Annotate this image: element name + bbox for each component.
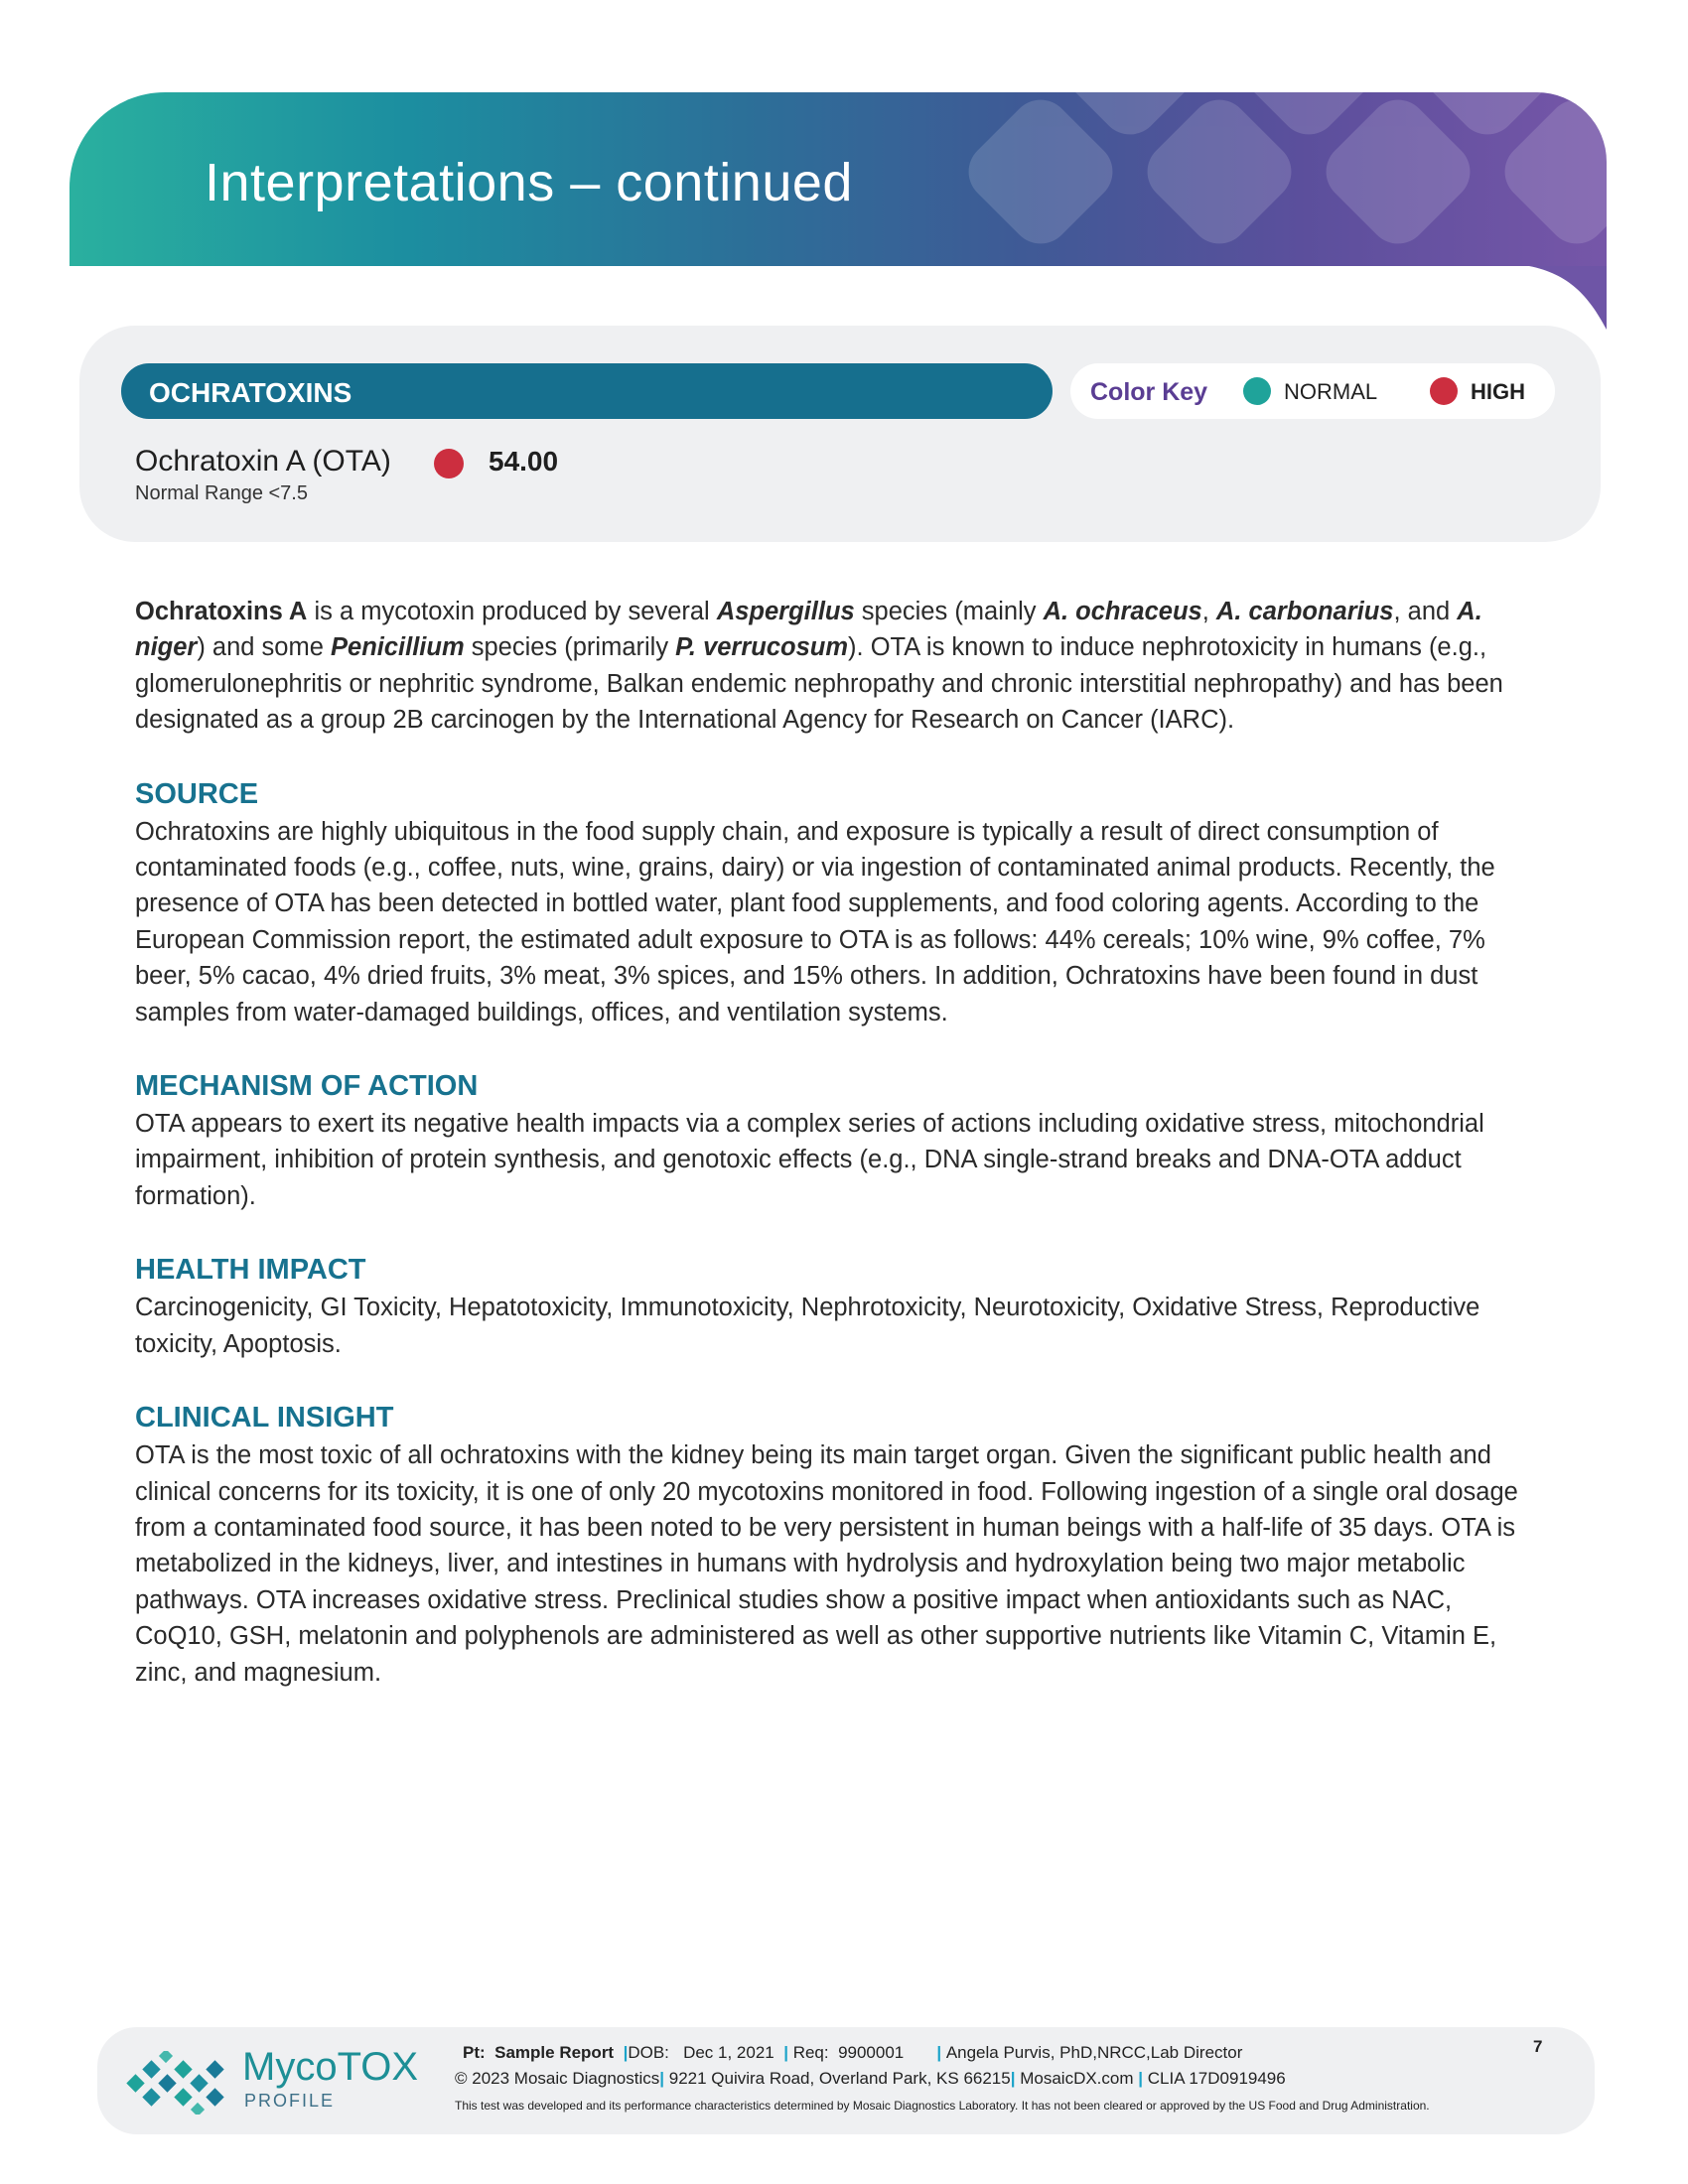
toxin-group-label: OCHRATOXINS [149,377,352,408]
pt-label: Pt: [463,2043,486,2062]
banner-tail-decoration [1529,266,1607,330]
intro-text: ) and some [197,633,331,662]
intro-text: ). OTA is known to induce nephrotoxicity in humans (e.g., glomerulonephritis or nephritic syndrome, Balkan endemic nephropathy and chronic interstitial nephropathy) and has been designated as a group 2B carcinogen by the International Agency for Research on Cancer (IARC). [135,633,1503,735]
intro-species: A. carbonarius [1215,598,1394,625]
clinical-insight-heading: CLINICAL INSIGHT [135,1402,394,1434]
intro-genus: Penicillium [331,633,465,662]
high-key-label: HIGH [1471,379,1525,404]
intro-species: A. niger [135,598,1482,662]
clia-number: CLIA 17D0919496 [1147,2069,1286,2088]
health-impact-heading: HEALTH IMPACT [135,1254,366,1287]
color-key-title: Color Key [1090,378,1208,406]
page-title: Interpretations – continued [205,153,853,212]
source-heading: SOURCE [135,777,259,810]
intro-text: is a mycotoxin produced by several [307,598,717,625]
normal-range: Normal Range <7.5 [135,482,308,504]
footer-address-line: © 2023 Mosaic Diagnostics| 9221 Quivira Road, Overland Park, KS 66215| MosaicDX.com | CLIA 17D0919496 [455,2069,1286,2088]
intro-species: A. ochraceus [1043,598,1202,625]
req-value: 9900001 [838,2043,905,2062]
result-name: Ochratoxin A (OTA) [135,445,391,478]
intro-text: species (mainly [854,598,1044,625]
address: 9221 Quivira Road, Overland Park, KS 66215 [668,2069,1011,2088]
intro-text: , [1201,598,1216,625]
header-banner [70,92,1607,266]
fda-disclaimer: This test was developed and its performance characteristics determined by Mosaic Diagnostics Laboratory. It has not been cleared or approved by the US Food and Drug Administration. [455,2099,1430,2113]
result-summary-card [79,326,1601,542]
clinical-insight-paragraph: OTA is the most toxic of all ochratoxins with the kidney being its main target organ. Given the significant public health and clinical concerns for its toxicity, it is one of only 20 mycotoxins monitored in food. Following ingestion of a single oral dosage from a contaminated food source, it has been noted to be very persistent in human beings with a half-life of 35 days. OTA is metabolized in the kidneys, liver, and intestines in humans with hydrolysis and hydroxylation being two major metabolic pathways. OTA increases oxidative stress. Preclinical studies show a positive impact when antioxidants such as NAC, CoQ10, GSH, melatonin and polyphenols are administered as well as other supportive nutrients like Vitamin C, Vitamin E, zinc, and magnesium. [135,1441,1518,1687]
normal-key-label: NORMAL [1284,379,1378,404]
intro-text: species (primarily [464,633,676,662]
pt-value: Sample Report [494,2043,615,2062]
logo-name: MycoTOX [242,2045,419,2089]
website-link[interactable]: MosaicDX.com [1020,2069,1134,2088]
dob-label: DOB: [628,2043,669,2062]
intro-bold-term: Ochratoxins A [135,598,308,625]
color-key [1070,363,1555,419]
lab-director: Angela Purvis, PhD,NRCC,Lab Director [945,2043,1243,2062]
normal-dot-icon [1243,377,1271,405]
health-impact-paragraph: Carcinogenicity, GI Toxicity, Hepatotoxicity, Immunotoxicity, Nephrotoxicity, Neurotoxicity, Oxidative Stress, Reproductive toxicity, Apoptosis. [135,1294,1480,1358]
dob-value: Dec 1, 2021 [683,2043,774,2062]
interpretation-content [135,594,1545,1691]
footer-patient-line: Pt: Sample Report |DOB: Dec 1, 2021 | Req: 9900001 | Angela Purvis, PhD,NRCC,Lab Director [463,2043,1243,2062]
high-status-dot-icon [434,449,464,478]
page-number: 7 [1533,2037,1543,2056]
intro-species: P. verrucosum [675,633,849,662]
high-dot-icon [1430,377,1458,405]
source-paragraph: Ochratoxins are highly ubiquitous in the food supply chain, and exposure is typically a result of direct consumption of contaminated foods (e.g., coffee, nuts, wine, grains, dairy) or via ingestion of contaminated animal products. Recently, the presence of OTA has been detected in bottled water, plant food supplements, and food coloring agents. According to the European Commission report, the estimated adult exposure to OTA is as follows: 44% cereals; 10% wine, 9% coffee, 7% beer, 5% cacao, 4% dried fruits, 3% meat, 3% spices, and 15% others. In addition, Ochratoxins have been found in dust samples from water-damaged buildings, offices, and ventilation systems. [135,817,1495,1026]
page-footer [97,2027,1595,2134]
mycotox-logo-icon [125,2051,234,2115]
mechanism-heading: MECHANISM OF ACTION [135,1070,479,1103]
decorative-diamond-pattern [912,92,1607,266]
logo-subtitle: PROFILE [244,2091,336,2111]
intro-paragraph [135,594,1545,739]
result-value: 54.00 [489,446,559,477]
req-label: Req: [792,2043,829,2062]
mechanism-paragraph: OTA appears to exert its negative health impacts via a complex series of actions including oxidative stress, mitochondrial impairment, inhibition of protein synthesis, and genotoxic effects (e.g., DNA single-strand breaks and DNA-OTA adduct formation). [135,1110,1484,1210]
copyright: © 2023 Mosaic Diagnostics [455,2069,660,2088]
intro-text: , and [1393,598,1458,625]
intro-genus: Aspergillus [716,598,855,625]
toxin-group-header [121,363,1053,419]
